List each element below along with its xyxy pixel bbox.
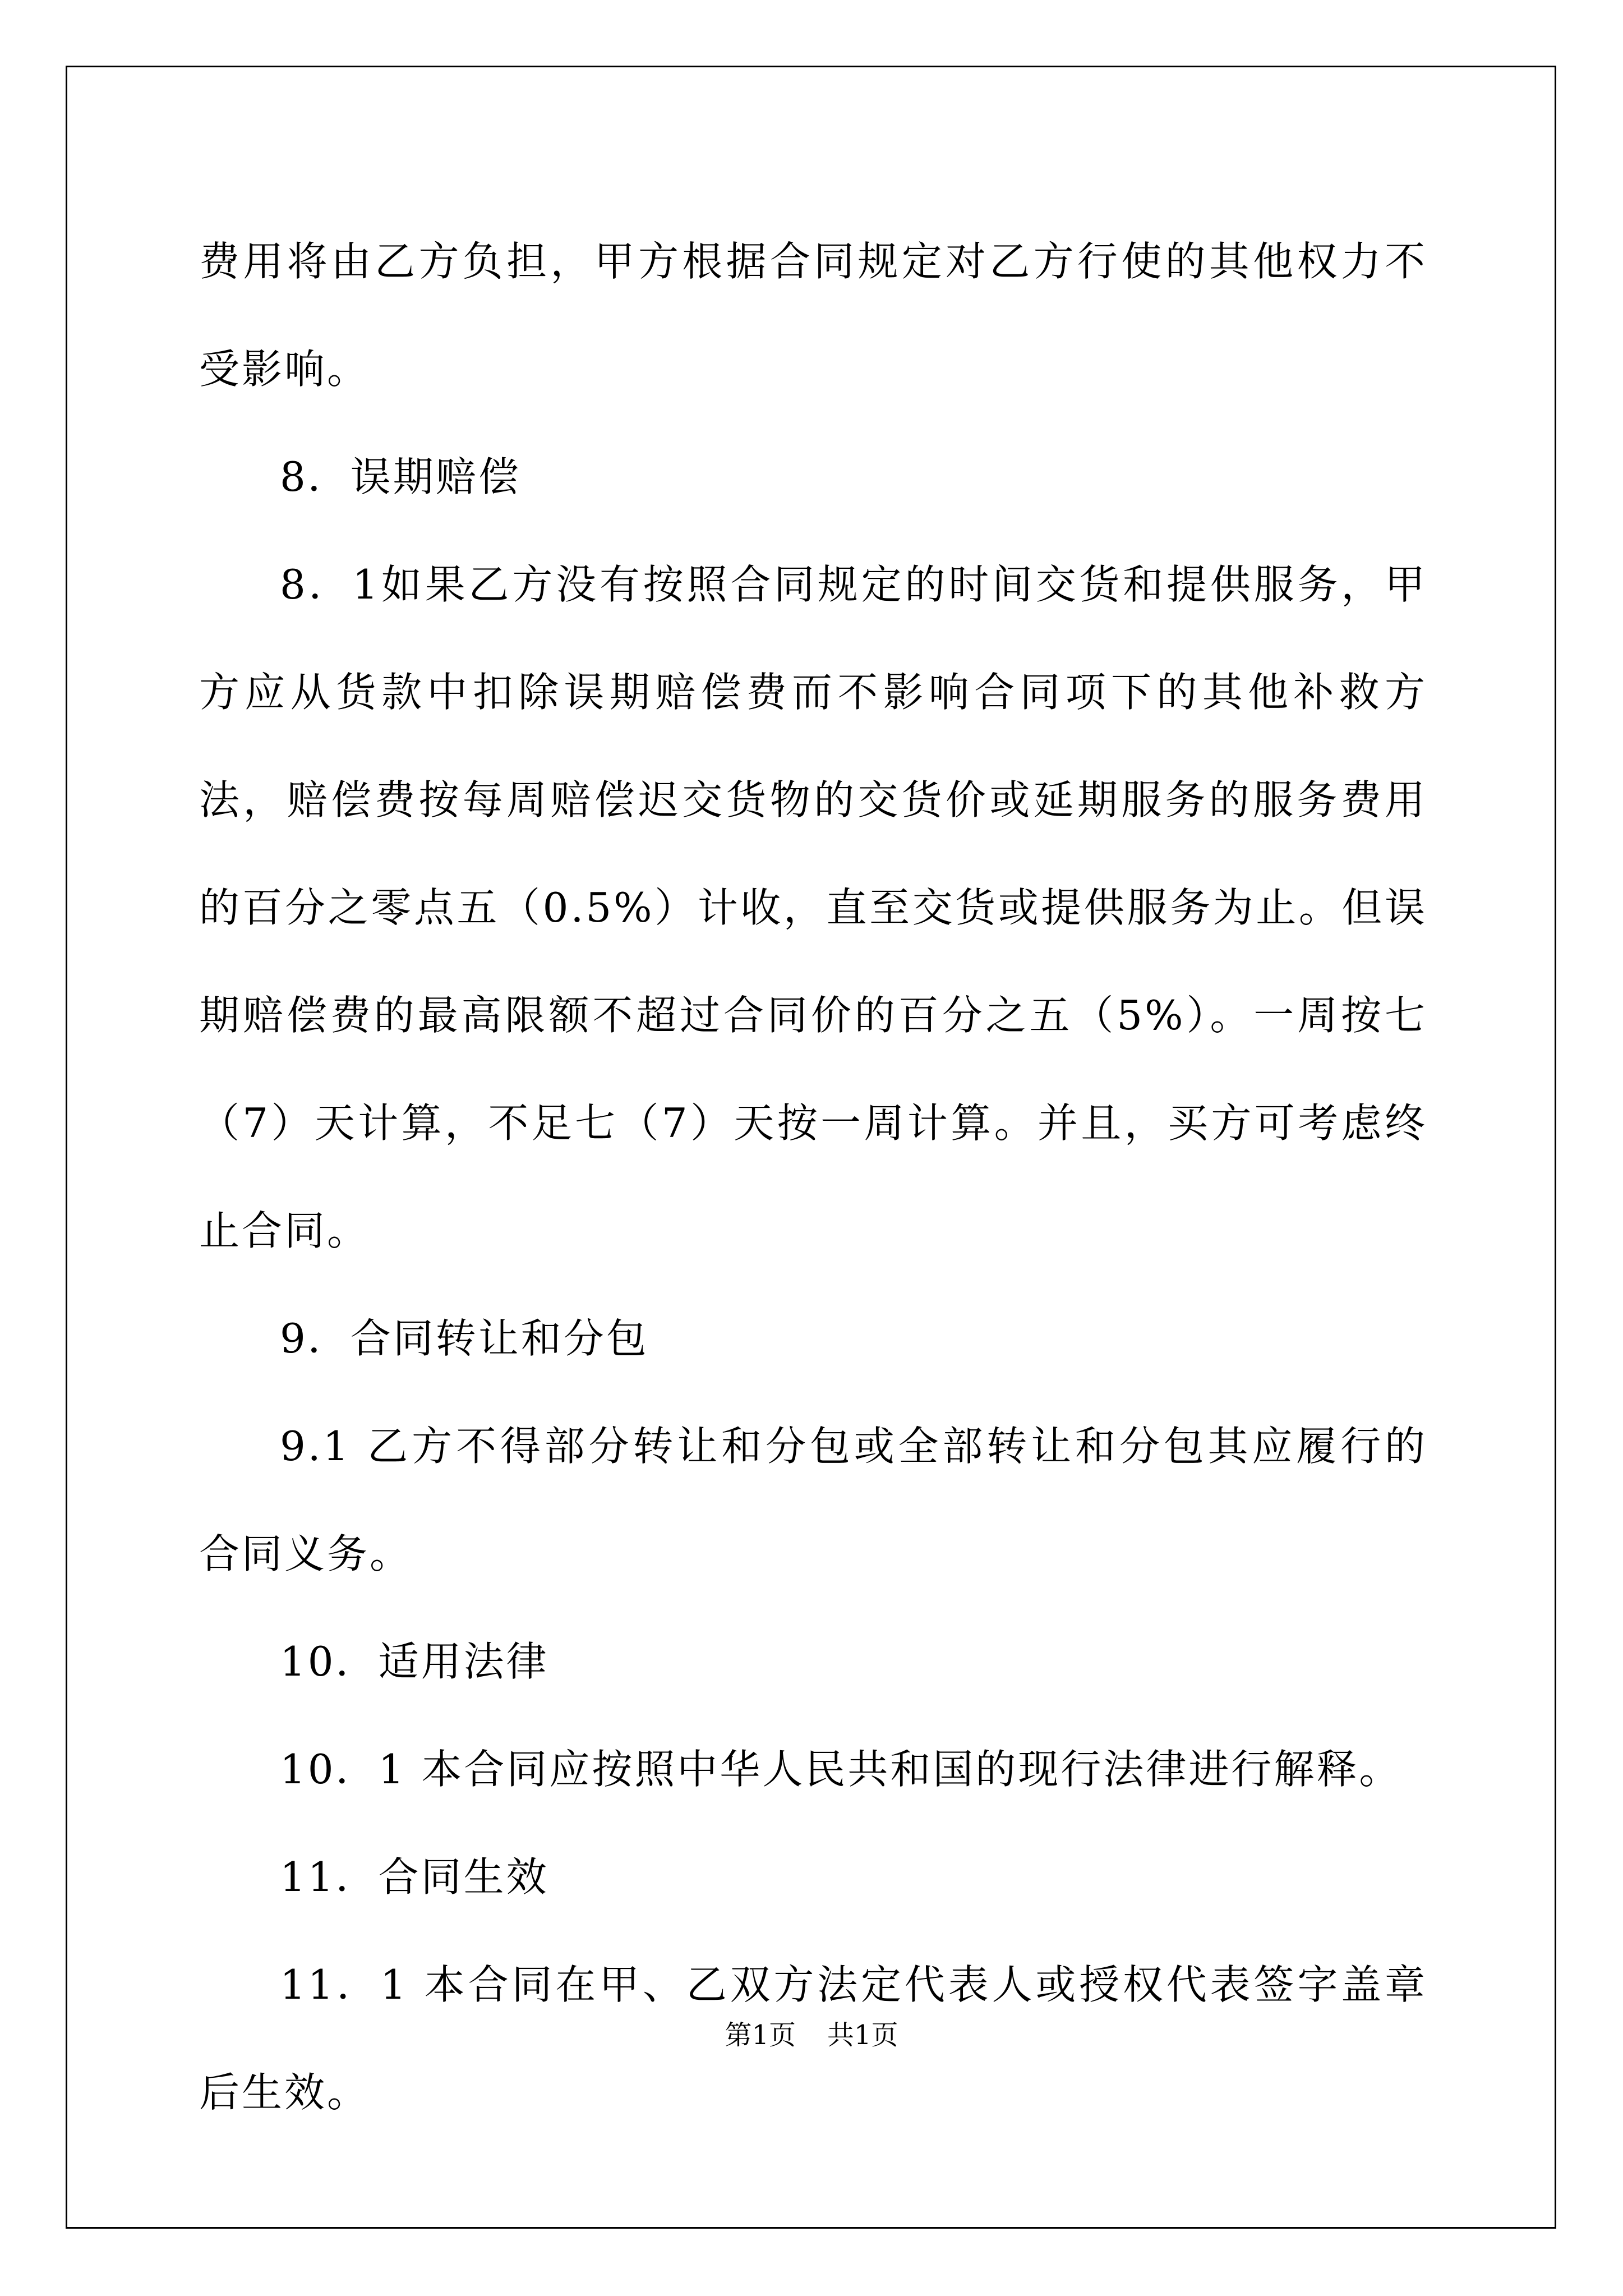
clause-9-1: 9.1 乙方不得部分转让和分包或全部转让和分包其应履行的合同义务。 [199,1423,1427,1577]
section-heading-11: 11．合同生效 [280,1853,549,1901]
page-footer [0,2018,1623,2052]
document-body [199,208,1427,2146]
paragraph-continuation: 费用将由乙方负担，甲方根据合同规定对乙方行使的其他权力不受影响。 [199,238,1427,393]
clause-8-1: 8．1如果乙方没有按照合同规定的时间交货和提供服务，甲方应从货款中扣除误期赔偿费而不影响合同项下的其他补救方法，赔偿费按每周赔偿迟交货物的交货价或延期服务的服务费用的百分之零点五（0.5%）计收，直至交货或提供服务为止。但误期赔偿费的最高限额不超过合同价的百分之五（5%）。一周按七（7）天计算，不足七（7）天按一周计算。并且，买方可考虑终止合同。 [199,561,1427,1254]
section-heading-9: 9．合同转让和分包 [280,1315,649,1362]
clause-11-1: 11．1 本合同在甲、乙双方法定代表人或授权代表签字盖章后生效。 [199,1961,1427,2116]
page-total: 共1页 [827,2019,898,2051]
section-heading-10: 10．适用法律 [280,1638,549,1685]
clause-10-1: 10．1 本合同应按照中华人民共和国的现行法律进行解释。 [280,1746,1402,1793]
page-number: 第1页 [725,2019,796,2051]
section-heading-8: 8．误期赔偿 [280,453,521,500]
